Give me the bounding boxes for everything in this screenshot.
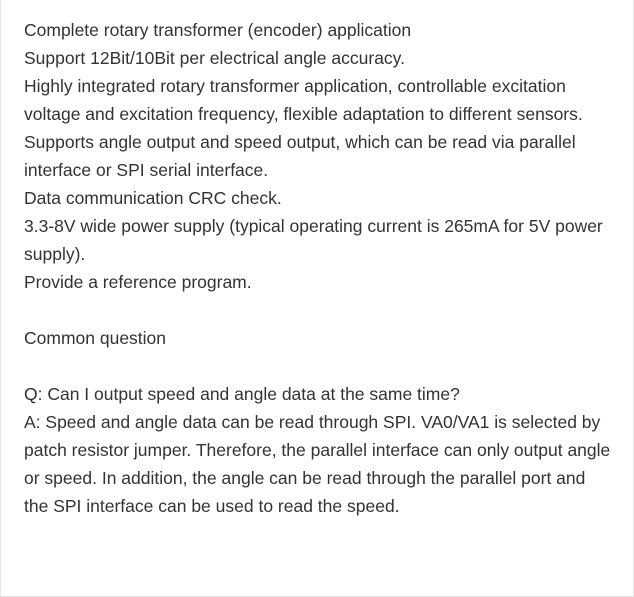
- feature-line-5: Data communication CRC check.: [24, 188, 282, 208]
- feature-line-4: Supports angle output and speed output, which can be read via parallel interface or SPI serial interface.: [24, 132, 576, 180]
- faq-question: Q: Can I output speed and angle data at the same time?: [24, 384, 460, 404]
- feature-line-7: Provide a reference program.: [24, 272, 252, 292]
- faq-answer: A: Speed and angle data can be read through SPI. VA0/VA1 is selected by patch resistor jumper. Therefore, the parallel interface can only output angle or speed. In addition, the angle can be read through the parallel port and the SPI interface can be used to read the speed.: [24, 412, 611, 516]
- paragraph-spacer: [24, 352, 614, 380]
- feature-line-1: Complete rotary transformer (encoder) application: [24, 20, 412, 40]
- paragraph-spacer: [24, 296, 614, 324]
- feature-line-3: Highly integrated rotary transformer application, controllable excitation voltage and excitation frequency, flexible adaptation to different sensors.: [24, 76, 583, 124]
- product-description: [24, 16, 614, 520]
- feature-line-6: 3.3-8V wide power supply (typical operating current is 265mA for 5V power supply).: [24, 216, 603, 264]
- faq-heading: Common question: [24, 328, 167, 348]
- feature-line-2: Support 12Bit/10Bit per electrical angle accuracy.: [24, 48, 405, 68]
